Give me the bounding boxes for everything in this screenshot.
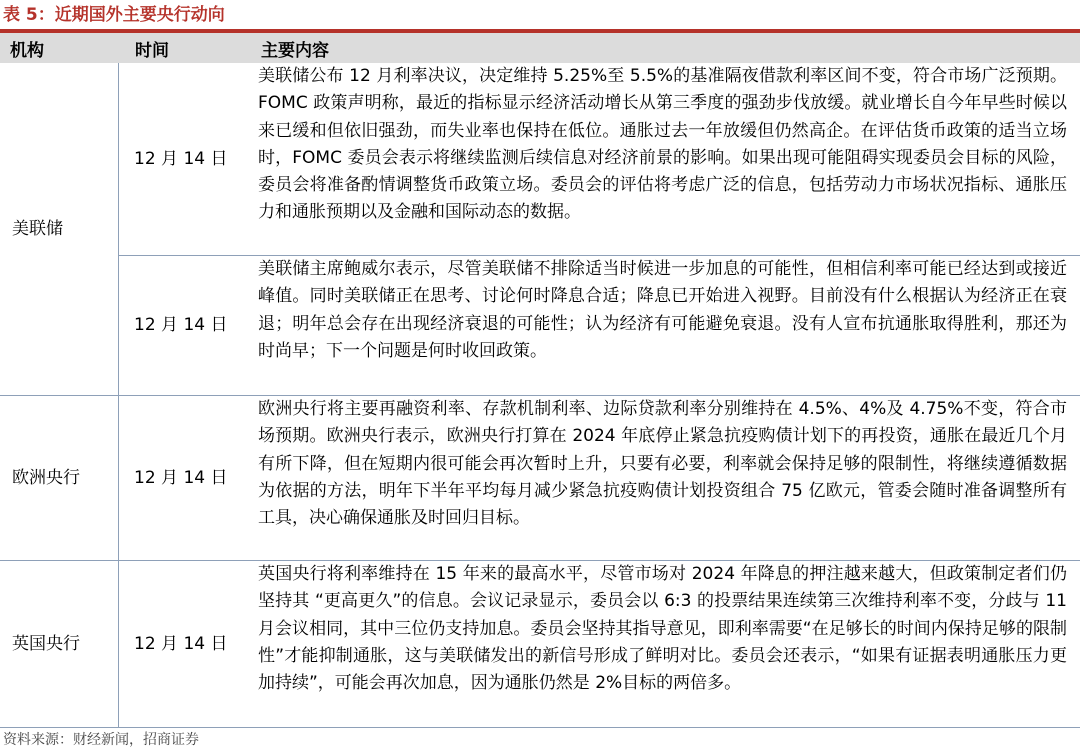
header-time-content xyxy=(118,32,1080,63)
time-cell: 12 月 14 日 xyxy=(134,149,228,169)
time-cell: 12 月 14 日 xyxy=(134,634,228,654)
fed-row-1 xyxy=(118,63,1080,256)
fed-row-2 xyxy=(118,256,1080,395)
header-time: 时间 xyxy=(135,40,169,61)
content-cell: 英国央行将利率维持在 15 年来的最高水平，尽管市场对 2024 年降息的押注越来越大，但政策制定者们仍坚持其 “更高更久”的信息。会议记录显示，委员会以 6:3 的投票结果连续第三次维持利率不变，分歧与 11 月会议相同，其中三位仍支持加息。委员会坚持其指导意见，即利率需要“在足够长的时间内保持足够的限制性”才能抑制通胀，这与美联储发出的新信号形成了鲜明对比。委员会还表示，“如果有证据表明通胀压力更加持续”，可能会再次加息，因为通胀仍然是 2%目标的两倍多。 xyxy=(258,564,1067,694)
header-content: 主要内容 xyxy=(261,40,329,61)
time-cell: 12 月 14 日 xyxy=(134,468,228,488)
time-cell: 12 月 14 日 xyxy=(134,315,228,335)
central-bank-table xyxy=(0,31,1080,63)
org-cell-boe: 英国央行 xyxy=(12,634,80,654)
content-cell: 美联储主席鲍威尔表示，尽管美联储不排除适当时候进一步加息的可能性，但相信利率可能已经达到或接近峰值。同时美联储正在思考、讨论何时降息合适；降息已开始进入视野。目前没有什么根据认为经济正在衰退；明年总会存在出现经济衰退的可能性；认为经济有可能避免衰退。没有人宣布抗通胀取得胜利，那还为时尚早；下一个问题是何时收回政策。 xyxy=(258,259,1067,361)
org-cell-fed: 美联储 xyxy=(12,219,63,239)
source-note: 资料来源：财经新闻，招商证券 xyxy=(3,732,199,748)
ecb-content-area xyxy=(118,396,1080,560)
header-time-spacer xyxy=(95,32,118,63)
content-cell: 欧洲央行将主要再融资利率、存款机制利率、边际贷款利率分别维持在 4.5%、4%及 4.75%不变，符合市场预期。欧洲央行表示，欧洲央行打算在 2024 年底停止紧急抗疫购债计划下的再投资，通胀在最近几个月有所下降，但在短期内很可能会再次暂时上升，只要有必要，利率就会保持足够的限制性，将继续遵循数据为依据的方法，明年下半年平均每月减少紧急抗疫购债计划投资组合 75 亿欧元，管委会随时准备调整所有工具，决心确保通胀及时回归目标。 xyxy=(258,399,1067,529)
ecb-row xyxy=(0,396,1080,561)
header-org: 机构 xyxy=(0,32,95,63)
fed-group xyxy=(0,63,1080,396)
table-header-row xyxy=(0,32,1080,63)
boe-content-area xyxy=(118,561,1080,727)
boe-row xyxy=(0,561,1080,728)
org-cell-ecb: 欧洲央行 xyxy=(12,468,80,488)
table-title: 表 5：近期国外主要央行动向 xyxy=(3,5,225,25)
content-cell: 美联储公布 12 月利率决议，决定维持 5.25%至 5.5%的基准隔夜借款利率区间不变，符合市场广泛预期。FOMC 政策声明称，最近的指标显示经济活动增长从第三季度的强劲步伐放缓。就业增长自今年早些时候以来已缓和但依旧强劲，而失业率也保持在低位。通胀过去一年放缓但仍然高企。在评估货币政策的适当立场时，FOMC 委员会表示将继续监测后续信息对经济前景的影响。如果出现可能阻碍实现委员会目标的风险，委员会将准备酌情调整货币政策立场。委员会的评估将考虑广泛的信息，包括劳动力市场状况指标、通胀压力和通胀预期以及金融和国际动态的数据。 xyxy=(258,66,1067,223)
